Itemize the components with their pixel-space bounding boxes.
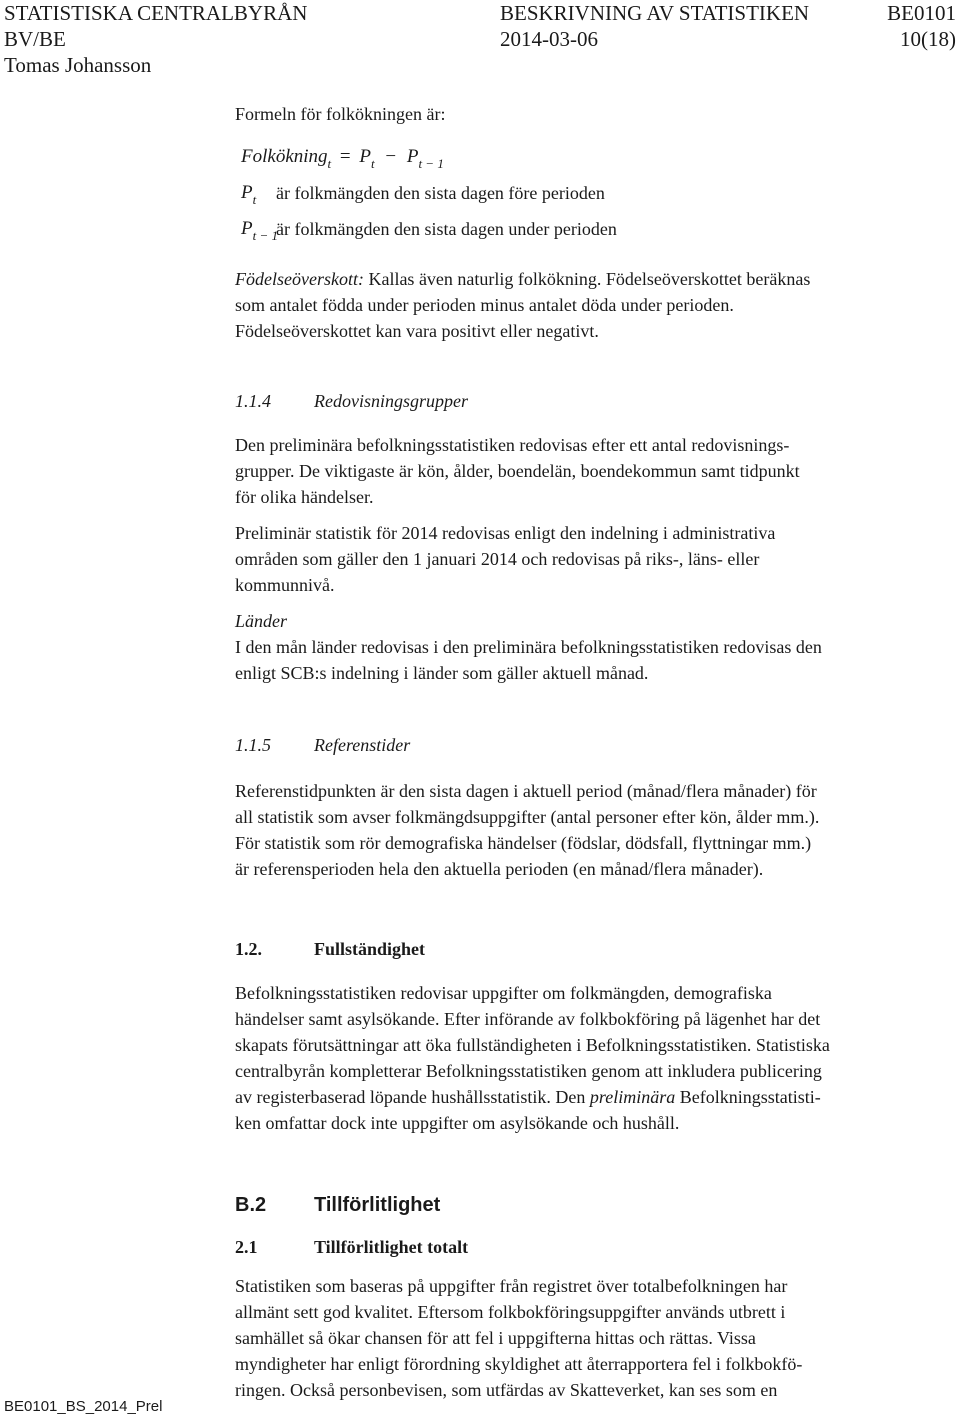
- header-page-number: 10(18): [900, 27, 956, 51]
- section-heading-b-2: B.2 Tillförlitlighet: [235, 1194, 441, 1216]
- formula-block: [235, 139, 955, 247]
- section-heading-2-1: 2.1 Tillförlitlighet totalt: [235, 1237, 469, 1257]
- header-date: 2014-03-06: [500, 27, 598, 51]
- lander-subheading: Länder: [235, 611, 288, 631]
- section-heading-1-1-5: 1.1.5 Referenstider: [235, 735, 411, 755]
- formula-definition-pt-1: $P_{t - 1}$ är folkmängden den sista dagen under perioden: [241, 218, 617, 243]
- fullstandighet-paragraph: Befolkningsstatistiken redovisar uppgifter om folkmängden, demografiska händelser samt asylsökande. Efter införande av folkbokföring på lägenhet har det skapats förutsättningar att öka fullständigheten i Befolkningsstatistiken. Statistiska centralbyrån kompletterar Befolkningsstatistiken genom att inkludera publicering av registerbaserad löpande hushållsstatistik. Den preliminära Befolkningsstatisti- ken omfattar dock inte uppgifter om asylsökande och hushåll.: [235, 983, 830, 1133]
- header-dept: BV/BE: [4, 27, 66, 51]
- lander-paragraph: Länder I den mån länder redovisas i den preliminära befolkningsstatistiken redovisas den enligt SCB:s indelning i länder som gäller aktuell månad.: [235, 608, 955, 686]
- fodelseoverskott-term: Födelseöverskott:: [235, 269, 364, 289]
- tillforlitlighet-paragraph: Statistiken som baseras på uppgifter från registret över totalbefolkningen har allmänt sett god kvalitet. Eftersom folkbokföringsuppgifter används utbrett i samhället så ökar chansen för att fel i uppgifterna hittas och rättas. Vissa myndigheter har enligt förordning skyldighet att återrapportera fel i folkbokfö- ringen. Också personbevisen, som utfärdas av Skatteverket, kan ses som en: [235, 1276, 803, 1400]
- section-heading-1-1-4: 1.1.4 Redovisningsgrupper: [235, 391, 468, 411]
- header-author: Tomas Johansson: [4, 53, 152, 77]
- header-code: BE0101: [887, 1, 956, 25]
- fodelseoverskott-paragraph: Födelseöverskott: Kallas även naturlig folkökning. Födelseöverskottet beräknas som antalet födda under perioden minus antalet döda under perioden. Födelseöverskottet kan vara positivt eller negativt.: [235, 269, 811, 341]
- redovisningsgrupper-paragraph-2: Preliminär statistik för 2014 redovisas enligt den indelning i administrativa områden som gäller den 1 januari 2014 och redovisas på riks-, läns- eller kommunnivå.: [235, 523, 776, 595]
- referenstider-paragraph: Referenstidpunkten är den sista dagen i aktuell period (månad/flera månader) för all statistik som avser folkmängdsuppgifter (antal personer efter kön, ålder mm.). För statistik som rör demografiska händelser (födslar, dödsfall, flyttningar mm.) är referensperioden hela den aktuella perioden (en månad/flera månader).: [235, 781, 820, 879]
- section-heading-1-2: 1.2. Fullständighet: [235, 939, 426, 959]
- formula-equation: Folkökning$_t$ = $P_t - P_{t - 1}$: [241, 146, 444, 171]
- page-header: [0, 0, 960, 78]
- page-body: [235, 101, 955, 1403]
- header-org: STATISTISKA CENTRALBYRÅN: [4, 1, 308, 25]
- formula-definition-pt: $P_t$ är folkmängden den sista dagen före perioden: [241, 182, 605, 207]
- redovisningsgrupper-paragraph-1: Den preliminära befolkningsstatistiken redovisas efter ett antal redovisnings- grupper. De viktigaste är kön, ålder, boendelän, boendekommun samt tidpunkt för olika händelser.: [235, 435, 800, 507]
- page-footer: BE0101_BS_2014_Prel: [4, 1398, 163, 1415]
- formula-intro: Formeln för folkökningen är:: [235, 104, 446, 124]
- header-doc-type: BESKRIVNING AV STATISTIKEN: [500, 1, 810, 25]
